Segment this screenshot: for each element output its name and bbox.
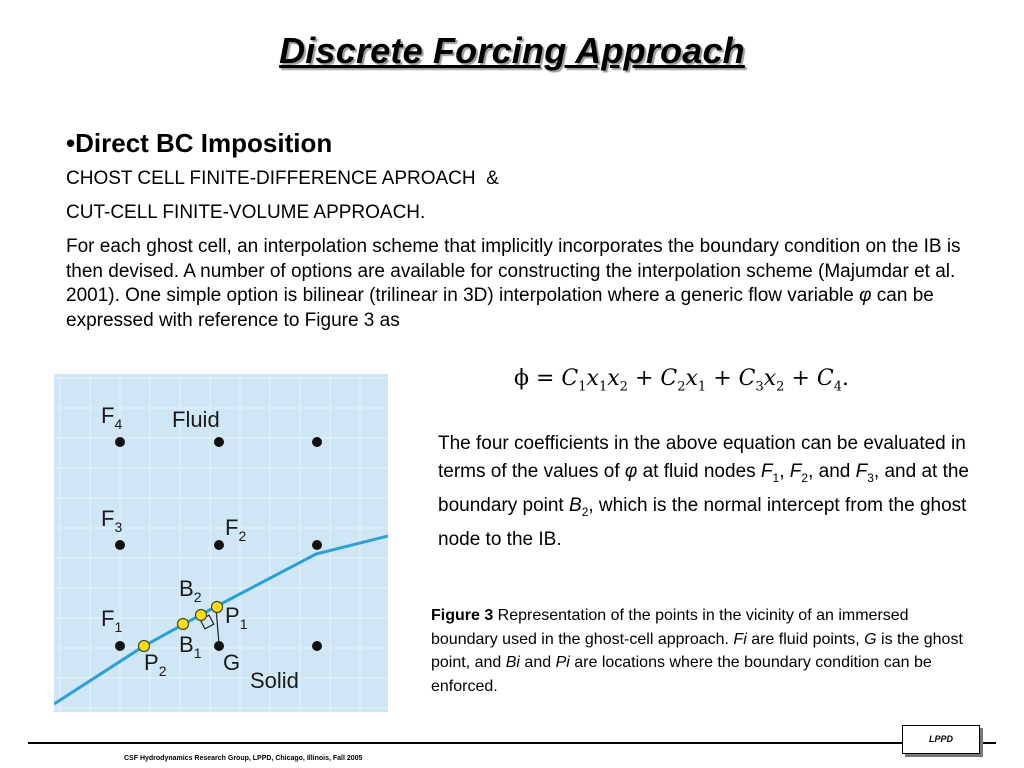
footer-divider: [28, 742, 996, 744]
node-fluid-top-right: [312, 437, 322, 447]
marker-b2: [196, 610, 207, 621]
node-fluid-top-left: [115, 437, 125, 447]
bullet-marker: •: [66, 128, 76, 158]
label-f2: $F_2$: [225, 515, 247, 544]
ghost-cell-figure: [54, 374, 388, 712]
marker-p1: [212, 602, 223, 613]
label-p1: $P_1$: [225, 603, 248, 632]
bullet-heading-text: Direct BC Imposition: [75, 128, 333, 158]
node-solid-right: [312, 641, 322, 651]
coefficient-description: The four coefficients in the above equation can be evaluated in terms of the values of φ at fluid nodes $F_1$, $F_2$, and $F_3$, and at the boundary point $B_2$, which is the normal intercept from the ghost node to the IB.: [438, 433, 969, 550]
ghost-cell-line: CHOST CELL FINITE-DIFFERENCE APROACH &: [66, 168, 499, 189]
node-f2: [214, 540, 224, 550]
node-mid-right: [312, 540, 322, 550]
label-g: G: [223, 650, 241, 675]
interpolation-equation: $\phi = C_1x_1x_2 + C_2x_1 + C_3x_2 + C_4$.: [514, 366, 849, 395]
phi-symbol: φ: [859, 285, 872, 306]
figure-label: Figure 3: [431, 607, 494, 624]
figure-caption: Figure 3 Representation of the points in the vicinity of an immersed boundary used in the ghost-cell approach. Fi are fluid points, G is the ghost point, and Bi and Pi are locations where the boundary condition can be enforced.: [431, 607, 963, 695]
label-b2: $B_2$: [179, 576, 202, 605]
label-fluid: Fluid: [172, 407, 220, 432]
lppd-badge: LPPD: [902, 725, 980, 754]
label-f1: $F_1$: [101, 606, 123, 635]
node-f3: [115, 540, 125, 550]
label-b1: $B_1$: [179, 632, 202, 661]
footer-credit: CSF Hydrodynamics Research Group, LPPD, Chicago, Illinois, Fall 2005: [124, 755, 363, 762]
label-f3: $F_3$: [101, 506, 123, 535]
body-paragraph: For each ghost cell, an interpolation scheme that implicitly incorporates the boundary condition on the IB is then devised. A number of options are available for constructing the interpolation scheme (Majumdar et al. 2001). One simple option is bilinear (trilinear in 3D) interpolation where a generic flow variable φ can be expressed with reference to Figure 3 as: [66, 236, 961, 331]
marker-b1: [178, 619, 189, 630]
cut-cell-line: CUT-CELL FINITE-VOLUME APPROACH.: [66, 202, 426, 223]
node-fluid-top-mid: [214, 437, 224, 447]
page-title: Discrete Forcing Approach: [279, 30, 745, 71]
label-p2: $P_2$: [144, 650, 167, 679]
label-f4: $F_4$: [101, 403, 123, 432]
node-f1: [115, 641, 125, 651]
label-solid: Solid: [250, 668, 299, 693]
bullet-heading: [66, 128, 332, 159]
